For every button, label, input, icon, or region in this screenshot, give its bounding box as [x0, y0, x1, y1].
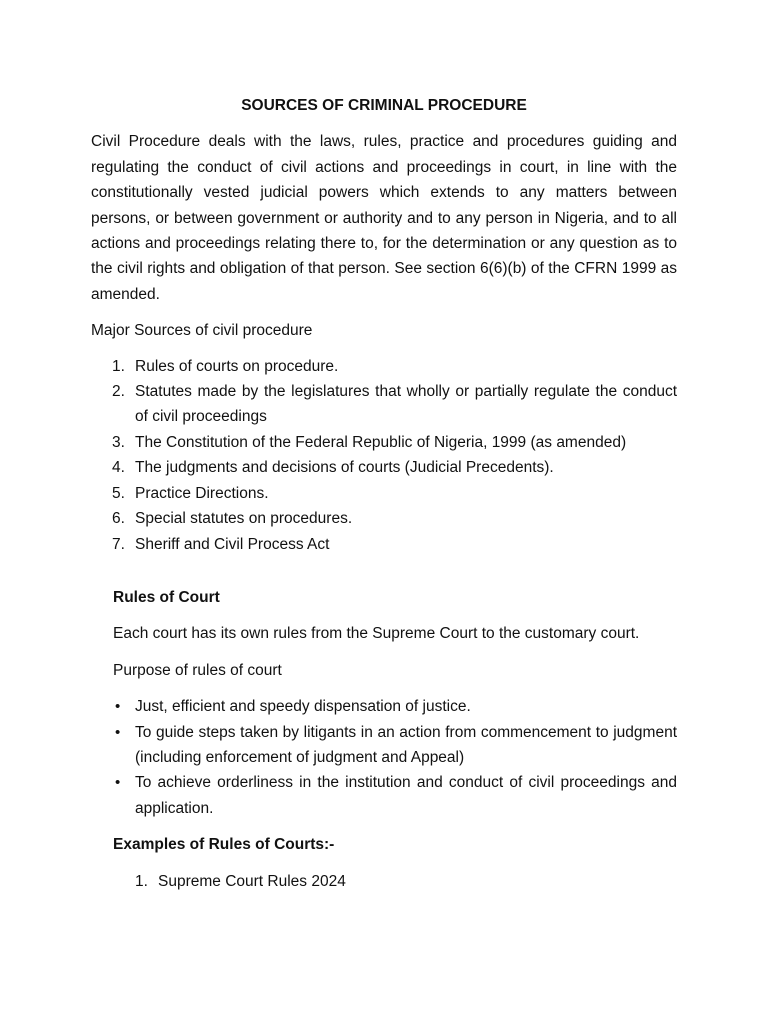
list-number: 6. [112, 510, 125, 528]
list-item-text: Practice Directions. [135, 484, 269, 502]
list-item-text: Just, efficient and speedy dispensation of justice. [135, 698, 471, 716]
bullet-icon: • [115, 723, 121, 741]
purpose-heading: Purpose of rules of court [113, 661, 282, 679]
list-item [91, 694, 677, 719]
list-item [91, 455, 677, 480]
bullet-icon: • [115, 698, 121, 716]
intro-paragraph: Civil Procedure deals with the laws, rules, practice and procedures guiding and regulating the conduct of civil actions and proceedings in court, in line with the constitutionally vested judicial powers which extends to any matters between persons, or between government or authority and to any person in Nigeria, and to all actions and proceedings relating there to, for the determination or any question as to the civil rights and obligation of that person. See section 6(6)(b) of the CFRN 1999 as amended. [91, 133, 677, 303]
list-item [91, 770, 677, 821]
list-item-text: Statutes made by the legislatures that wholly or partially regulate the conduct of civil proceedings [135, 383, 677, 426]
list-item-text: The Constitution of the Federal Republic of Nigeria, 1999 (as amended) [135, 433, 627, 451]
list-item [91, 720, 677, 771]
major-sources-list [91, 354, 677, 557]
list-number: 4. [112, 459, 125, 477]
list-number: 7. [112, 535, 125, 553]
list-item-text: Special statutes on procedures. [135, 510, 353, 528]
rules-of-court-heading: Rules of Court [113, 588, 220, 606]
bullet-icon: • [115, 774, 121, 792]
document-title: SOURCES OF CRIMINAL PROCEDURE [241, 97, 527, 114]
list-item-text: Rules of courts on procedure. [135, 357, 339, 375]
purpose-list [91, 694, 677, 821]
list-item-text: The judgments and decisions of courts (Judicial Precedents). [135, 459, 554, 477]
list-number: 1. [135, 872, 148, 890]
examples-heading: Examples of Rules of Courts:- [113, 836, 335, 854]
rules-of-court-text: Each court has its own rules from the Supreme Court to the customary court. [113, 625, 640, 643]
list-item [91, 869, 677, 894]
list-item-text: To guide steps taken by litigants in an action from commencement to judgment (including enforcement of judgment and Appeal) [135, 723, 677, 766]
examples-list [91, 869, 677, 894]
list-item [91, 506, 677, 531]
list-item-text: Sheriff and Civil Process Act [135, 535, 330, 553]
list-item [91, 430, 677, 455]
list-item [91, 532, 677, 557]
list-item [91, 379, 677, 430]
list-item [91, 481, 677, 506]
list-number: 3. [112, 433, 125, 451]
list-number: 2. [112, 383, 125, 401]
list-number: 1. [112, 357, 125, 375]
major-sources-heading: Major Sources of civil procedure [91, 322, 313, 340]
list-item-text: Supreme Court Rules 2024 [158, 872, 346, 890]
list-number: 5. [112, 484, 125, 502]
list-item-text: To achieve orderliness in the institution and conduct of civil proceedings and application. [135, 774, 677, 817]
list-item [91, 354, 677, 379]
